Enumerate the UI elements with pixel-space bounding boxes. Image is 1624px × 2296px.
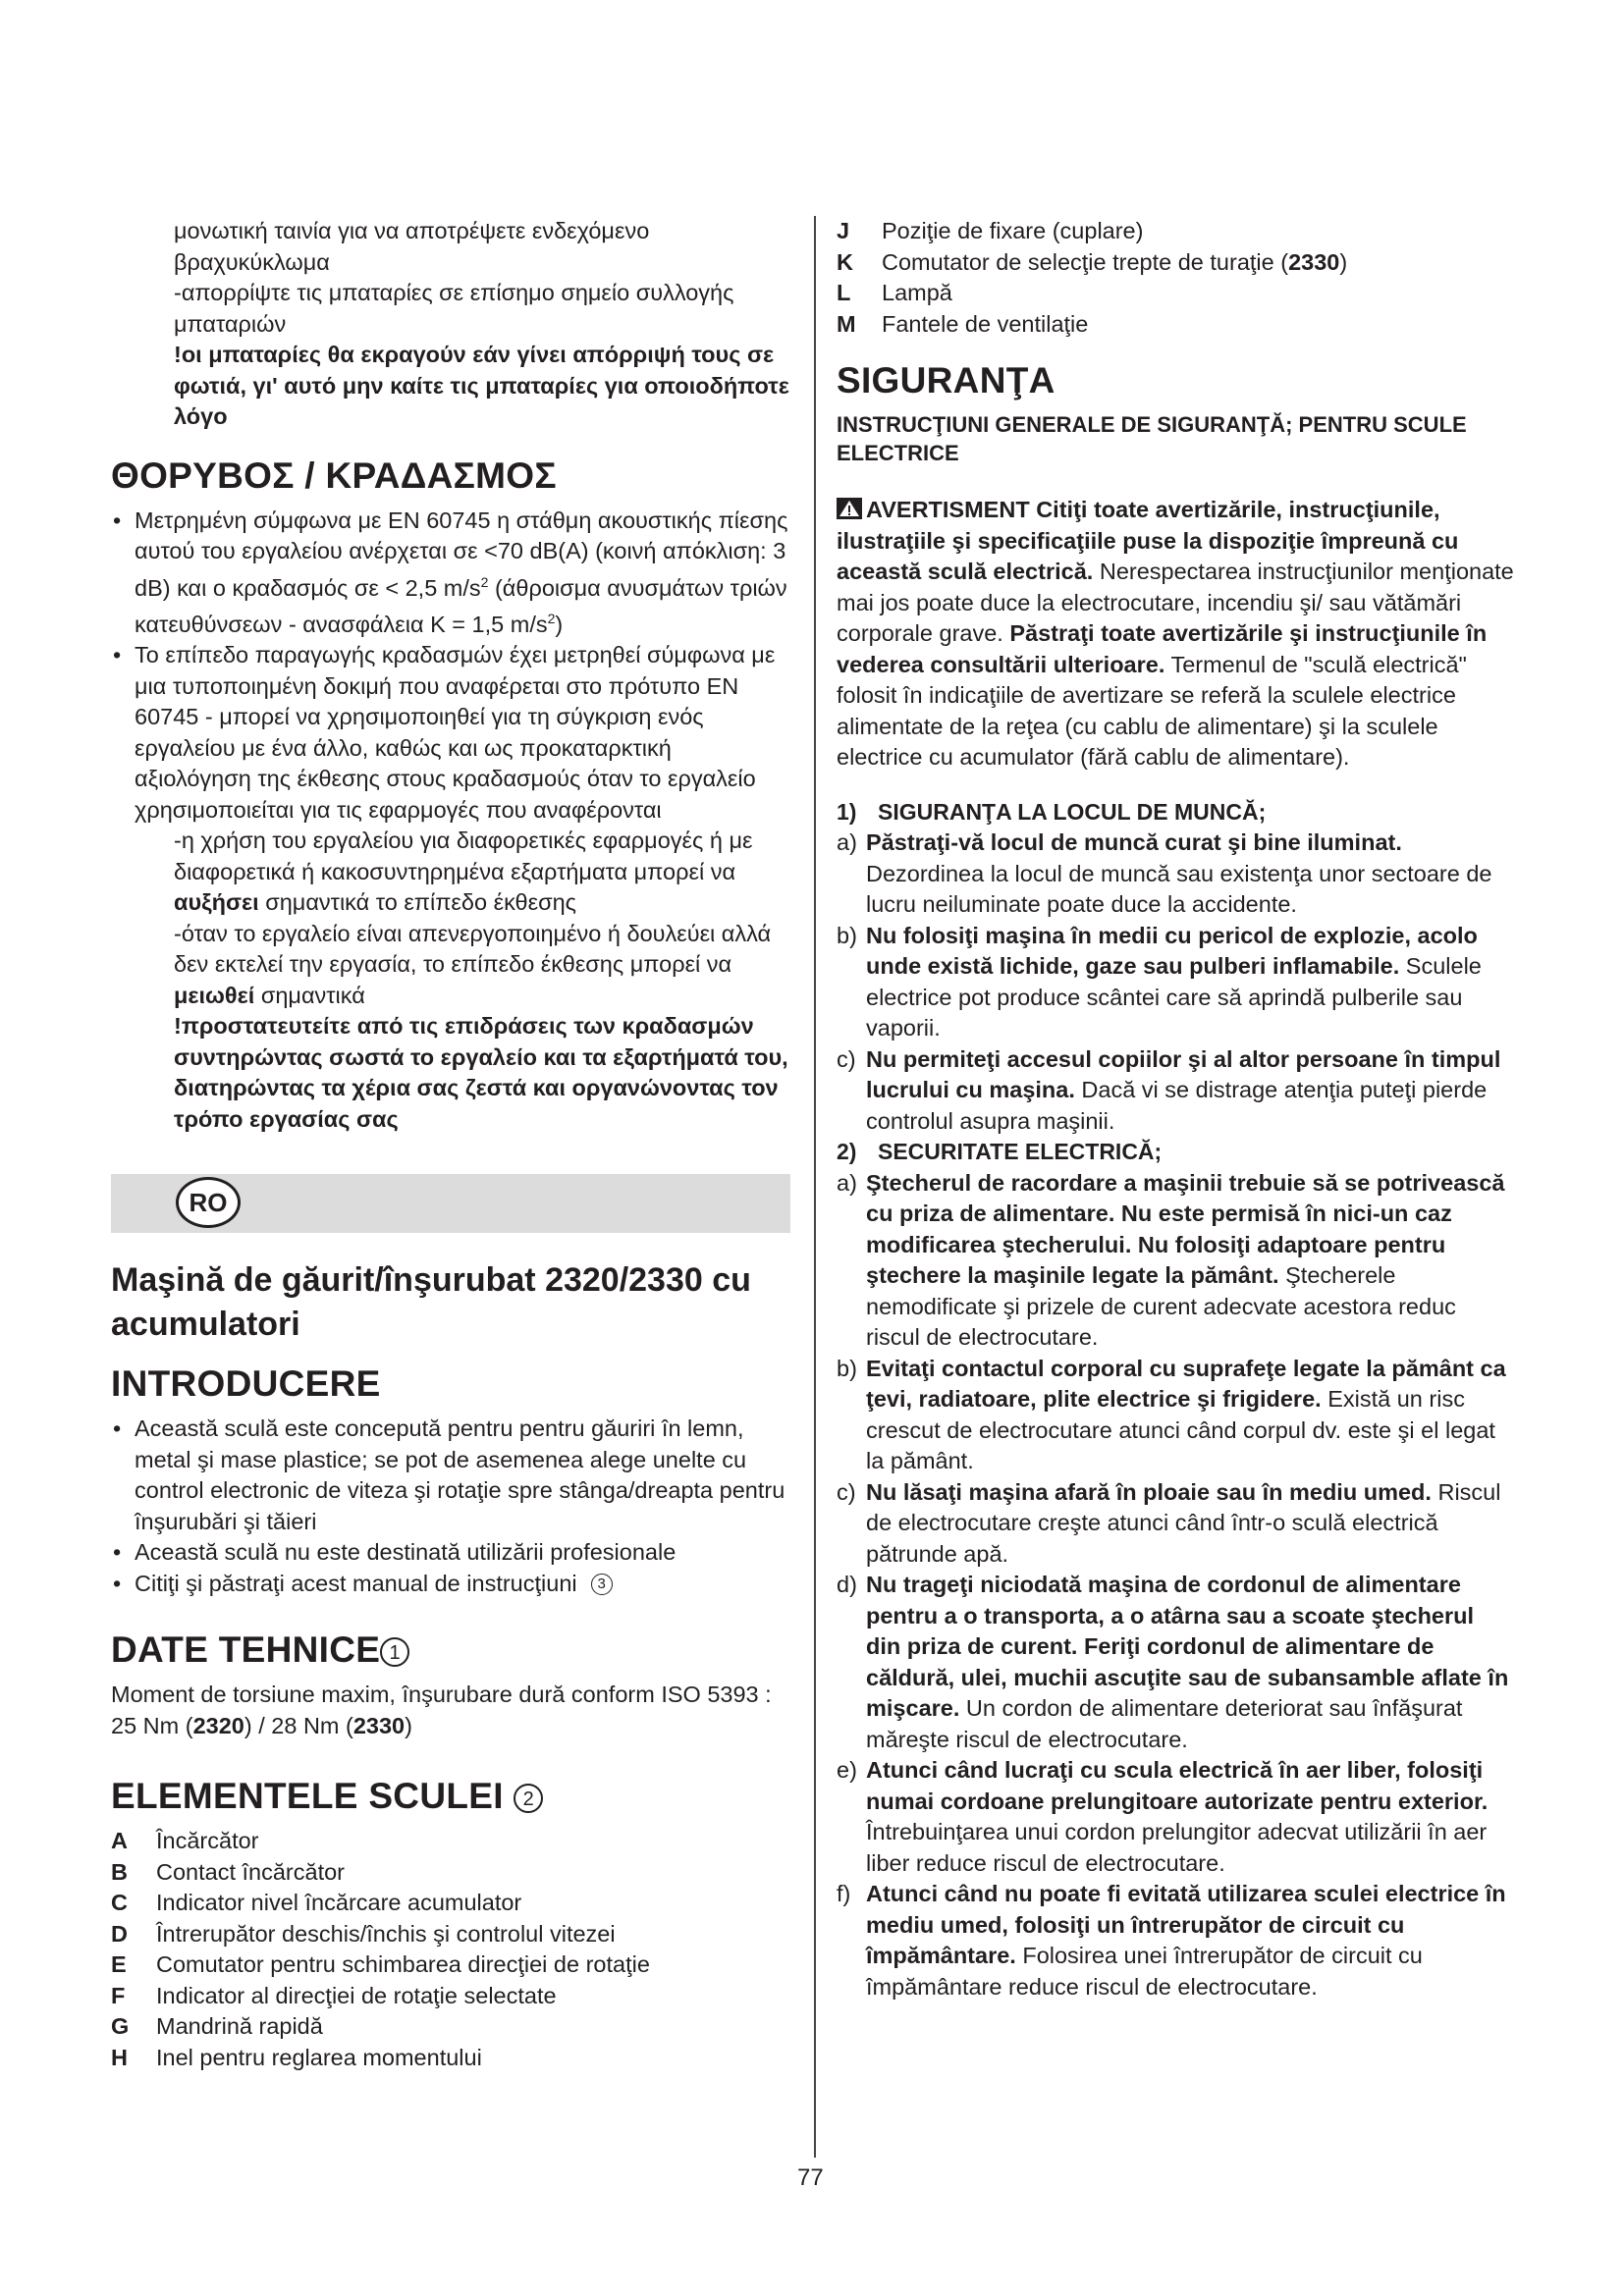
list-item: [837, 1168, 1514, 1354]
section-1-heading: [837, 797, 1514, 828]
list-item: [111, 1569, 790, 1600]
text-line: -απορρίψτε τις μπαταρίες σε επίσημο σημείο συλλογής: [174, 280, 734, 305]
element-key: E: [111, 1951, 127, 1978]
text: -η χρήση του εργαλείου για διαφορετικές εφαρμογές ή με διαφορετικά ή κακοσυντηρημένα εξαρτήματα μπορεί να: [174, 828, 753, 884]
list-item: [111, 1537, 790, 1569]
text: Păstraţi toate avertizările şi instrucţiunile în vederea consultării ulterioare.: [837, 620, 1488, 677]
tech-heading-text: DATE TEHNICE: [111, 1629, 381, 1671]
item-key: f): [837, 1881, 851, 1906]
element-key: B: [111, 1858, 128, 1885]
element-key: A: [111, 1828, 128, 1854]
list-item: [837, 1570, 1514, 1755]
elements-list-continued: [837, 216, 1514, 340]
product-title: Maşină de găurit/înşurubat 2320/2330 cu acumulatori: [111, 1261, 751, 1344]
element-label: Lampă: [882, 280, 952, 305]
text: -όταν το εργαλείο είναι απενεργοποιημένο ή δουλεύει αλλά δεν εκτελεί την εργασία, το επίπεδο έκθεσης μπορεί να: [174, 920, 772, 978]
noise-subitems: [111, 826, 790, 1135]
item-text: [866, 1044, 1514, 1138]
text: μειωθεί: [174, 982, 255, 1008]
element-key: L: [837, 280, 851, 305]
superscript: 2: [547, 610, 556, 626]
tech-text: [111, 1680, 790, 1741]
list-item: [837, 1755, 1514, 1879]
text-line: βραχυκύκλωμα: [174, 248, 330, 275]
figure-ref-2: 2: [514, 1784, 543, 1813]
item-text: [866, 1354, 1514, 1477]
greek-battery-continuation: [111, 216, 790, 433]
text: αυξήσει: [174, 889, 259, 916]
text: 2330: [352, 1712, 406, 1738]
element-key: J: [837, 218, 850, 243]
text: Evitaţi contactul corporal cu suprafeţe legate la pământ ca ţevi, radiatoare, plite electrice şi frigidere.: [866, 1355, 1506, 1412]
text: Întrebuinţarea unui cordon prelungitor adecvat utilizării în aer liber reduce riscul de electrocutare.: [866, 1819, 1488, 1876]
left-column: [111, 216, 790, 2073]
item-text: [866, 1755, 1514, 1879]
language-bar: [111, 1174, 790, 1233]
text: AVERTISMENT Citiţi toate avertizările, instrucţiunile, ilustraţiile şi specificaţiile puse la dispoziţie împreună cu această sculă electrică.: [837, 497, 1459, 584]
page-number: 77: [797, 2164, 824, 2191]
item-key: b): [837, 922, 857, 948]
text: 2320: [192, 1712, 244, 1738]
general-warning: [837, 495, 1514, 774]
right-column: [837, 216, 1514, 2002]
text: σημαντικά το επίπεδο έκθεσης: [258, 889, 576, 916]
text: Comutator de selecţie trepte de turaţie (: [882, 248, 1289, 275]
section-2-items: [837, 1168, 1514, 2003]
list-item: [837, 1477, 1514, 1571]
noise-subitem: [174, 919, 790, 1012]
elements-list: [111, 1826, 790, 2073]
text: Citiţi şi păstraţi acest manual de instrucţiuni: [135, 1570, 577, 1596]
list-item: [837, 828, 1514, 921]
intro-heading: INTRODUCERE: [111, 1363, 381, 1405]
item-key: c): [837, 1045, 856, 1072]
text: Moment de torsiune maxim, înşurubare dură conform ISO 5393 : 25 Nm (: [111, 1682, 772, 1738]
element-label: Întrerupător deschis/închis şi controlul vitezei: [156, 1920, 616, 1947]
text: Nu permiteţi accesul copiilor şi al altor persoane în timpul lucrului cu maşina.: [866, 1045, 1501, 1102]
element-key: F: [111, 1982, 126, 2008]
noise-heading: ΘΟΡΥΒΟΣ / ΚΡΑΔΑΣΜΟΣ: [111, 454, 557, 496]
item-text: [866, 1879, 1514, 2002]
item-text: [866, 1570, 1514, 1755]
element-label: Contact încărcător: [156, 1858, 346, 1885]
element-label: Poziţie de fixare (cuplare): [882, 218, 1144, 243]
text: Ştecherele nemodificate şi prizele de curent adecvate acestora reduc riscul de electrocutare.: [866, 1262, 1456, 1350]
text: Dezordinea la locul de muncă sau existenţa unor sectoare de lucru neiluminate poate duce la accidente.: [866, 860, 1492, 917]
element-label: Inel pentru reglarea momentului: [156, 2044, 482, 2070]
element-label: Încărcător: [156, 1828, 259, 1854]
text: Atunci când nu poate fi evitată utilizarea sculei electrice în mediu umed, folosiţi un întrerupător de circuit cu împământare.: [866, 1881, 1506, 1968]
item-text: [866, 921, 1514, 1044]
text: 2330: [1288, 248, 1340, 275]
text-line: μπαταριών: [174, 310, 287, 337]
warning-icon: [837, 498, 862, 519]
text: Sculele electrice pot produce scântei care să aprindă pulberile sau vaporii.: [866, 953, 1482, 1041]
text: Dacă vi se distrage atenţia puteţi pierde controlul asupra maşinii.: [866, 1077, 1488, 1134]
tech-heading: [111, 1629, 790, 1672]
language-badge: RO: [176, 1177, 241, 1228]
list-item: [837, 921, 1514, 1044]
item-text: [866, 1477, 1514, 1571]
text-line: μονωτική ταινία για να αποτρέψετε ενδεχόμενο: [174, 218, 650, 243]
text: Nu folosiţi maşina în medii cu pericol de explozie, acolo unde există lichide, gaze sau pulberi inflamabile.: [866, 922, 1478, 979]
safety-subheading: INSTRUCŢIUNI GENERALE DE SIGURANŢĂ; PENTRU SCULE ELECTRICE: [837, 412, 1467, 465]
item-key: d): [837, 1572, 857, 1597]
item-key: e): [837, 1757, 857, 1783]
element-key: D: [111, 1920, 128, 1947]
text: Păstraţi-vă locul de muncă curat şi bine iluminat.: [866, 829, 1402, 855]
text: ): [405, 1712, 412, 1738]
item-text: [866, 1168, 1514, 1354]
list-item: [837, 1879, 1514, 2002]
text: Atunci când lucraţi cu scula electrică în aer liber, folosiţi numai cordoane prelungitoare autorizate pentru exterior.: [866, 1757, 1489, 1814]
greek-battery-warning: !οι μπαταρίες θα εκραγούν εάν γίνει απόρριψή τους σε φωτιά, γι' αυτό μην καίτε τις μπαταρίες για οποιοδήποτε λόγο: [174, 342, 789, 429]
section-title: SECURITATE ELECTRICĂ;: [878, 1139, 1163, 1164]
item-key: b): [837, 1355, 857, 1381]
element-label: Comutator pentru schimbarea direcţiei de rotaţie: [156, 1951, 650, 1978]
element-label: Fantele de ventilaţie: [882, 310, 1089, 337]
list-item: [837, 1354, 1514, 1477]
list-item: [111, 506, 790, 641]
text: Μετρημένη σύμφωνα με EN 60745 η στάθμη ακουστικής πίεσης αυτού του εργαλείου ανέρχεται σε <70 dB(A) (κοινή απόκλιση: 3 dB) και ο κραδασμός σε < 2,5 m/s: [135, 507, 788, 601]
element-label: Indicator al direcţiei de rotaţie selectate: [156, 1982, 557, 2008]
element-key: C: [111, 1890, 128, 1916]
text: ): [555, 611, 564, 637]
text: Un cordon de alimentare deteriorat sau înfăşurat măreşte riscul de electrocutare.: [866, 1695, 1463, 1752]
text: Nu lăsaţi maşina afară în ploaie sau în mediu umed.: [866, 1478, 1432, 1505]
superscript: 2: [480, 573, 489, 590]
text: Folosirea unei întrerupător de circuit cu împământare reduce riscul de electrocutare.: [866, 1943, 1423, 2000]
elements-heading-text: ELEMENTELE SCULEI: [111, 1776, 504, 1817]
item-key: a): [837, 829, 857, 855]
element-key: G: [111, 2013, 130, 2040]
section-1-items: [837, 828, 1514, 1137]
text: Riscul de electrocutare creşte atunci când într-o sculă electrică pătrunde apă.: [866, 1478, 1501, 1567]
noise-list: [111, 506, 790, 827]
text: Nerespectarea instrucţiunilor menţionate mai jos poate duce la electrocutare, incendiu şi/ sau vătămări corporale grave.: [837, 559, 1514, 646]
element-label: Mandrină rapidă: [156, 2013, 323, 2040]
element-key: K: [837, 248, 853, 275]
item-key: c): [837, 1478, 856, 1505]
section-number: 1): [837, 798, 857, 825]
item-key: a): [837, 1169, 857, 1196]
intro-list: [111, 1414, 790, 1599]
text: Există un risc crescut de electrocutare atunci când corpul dv. este şi el legat la pământ.: [866, 1386, 1495, 1473]
section-2-heading: [837, 1137, 1514, 1168]
element-label: Indicator nivel încărcare acumulator: [156, 1890, 522, 1916]
text: Ştecherul de racordare a maşinii trebuie să se potrivească cu priza de alimentare. Nu este permisă în nici-un caz modificarea ştecherului. Nu folosiţi adaptoare pentru ştechere la maşinile legate la pământ.: [866, 1169, 1505, 1288]
text: Această sculă nu este destinată utilizării profesionale: [135, 1539, 677, 1566]
text: σημαντικά: [254, 982, 365, 1008]
section-number: 2): [837, 1139, 857, 1164]
list-item: [837, 1044, 1514, 1138]
noise-subitem: [174, 826, 790, 919]
safety-heading: SIGURANŢA: [837, 360, 1056, 400]
element-key: H: [111, 2044, 128, 2070]
list-item: [111, 1414, 790, 1537]
text: Το επίπεδο παραγωγής κραδασμών έχει μετρηθεί σύμφωνα με μια τυποποιημένη δοκιμή που αναφέρεται στο πρότυπο EN 60745 - μπορεί να χρησιμοποιηθεί για τη σύγκριση ενός εργαλείου με ένα άλλο, καθώς και ως προκαταρκτική αξιολόγηση της έκθεσης στους κραδασμούς όταν το εργαλείο χρησιμοποιείται για τις εφαρμογές που αναφέρονται: [135, 642, 776, 823]
figure-ref-3: 3: [591, 1574, 613, 1595]
text: Această sculă este concepută pentru pentru găuriri în lemn, metal şi mase plastice; se pot de asemenea alege unelte cu control electronic de viteza şi rotaţie spre stânga/dreapta pentru înşurubări şi tăieri: [135, 1415, 785, 1534]
text: (άθροισμα ανυσμάτων τριών κατευθύνσεων - ανασφάλεια K = 1,5 m/s: [135, 574, 787, 637]
noise-warning: !προστατευτείτε από τις επιδράσεις των κραδασμών συντηρώντας σωστά το εργαλείο και τα εξαρτήματά του, διατηρώντας τα χέρια σας ζεστά και οργανώνοντας τον τρόπο εργασίας σας: [174, 1013, 788, 1132]
elements-heading: [111, 1775, 790, 1818]
text: ) / 28 Nm (: [244, 1712, 353, 1738]
column-divider: [814, 216, 816, 2158]
list-item: [111, 640, 790, 826]
figure-ref-1: 1: [380, 1637, 409, 1667]
element-key: M: [837, 310, 856, 337]
section-title: SIGURANŢA LA LOCUL DE MUNCĂ;: [878, 798, 1267, 825]
text: Nu trageţi niciodată maşina de cordonul de alimentare pentru a o transporta, a o atârna sau a scoate ştecherul din priza de curent. Feriţi cordonul de alimentare de căldură, ulei, muchii ascuţite sau de subansamble aflate în mişcare.: [866, 1572, 1509, 1721]
element-label: [882, 247, 1514, 279]
item-text: [866, 828, 1514, 921]
text: ): [1339, 248, 1348, 275]
text: Termenul de "sculă electrică" folosit în indicaţiile de avertizare se referă la sculele electrice alimentate de la reţea (cu cablu de alimentare) şi la sculele electrice cu acumulator (fără cablu de alimentare).: [837, 651, 1467, 770]
